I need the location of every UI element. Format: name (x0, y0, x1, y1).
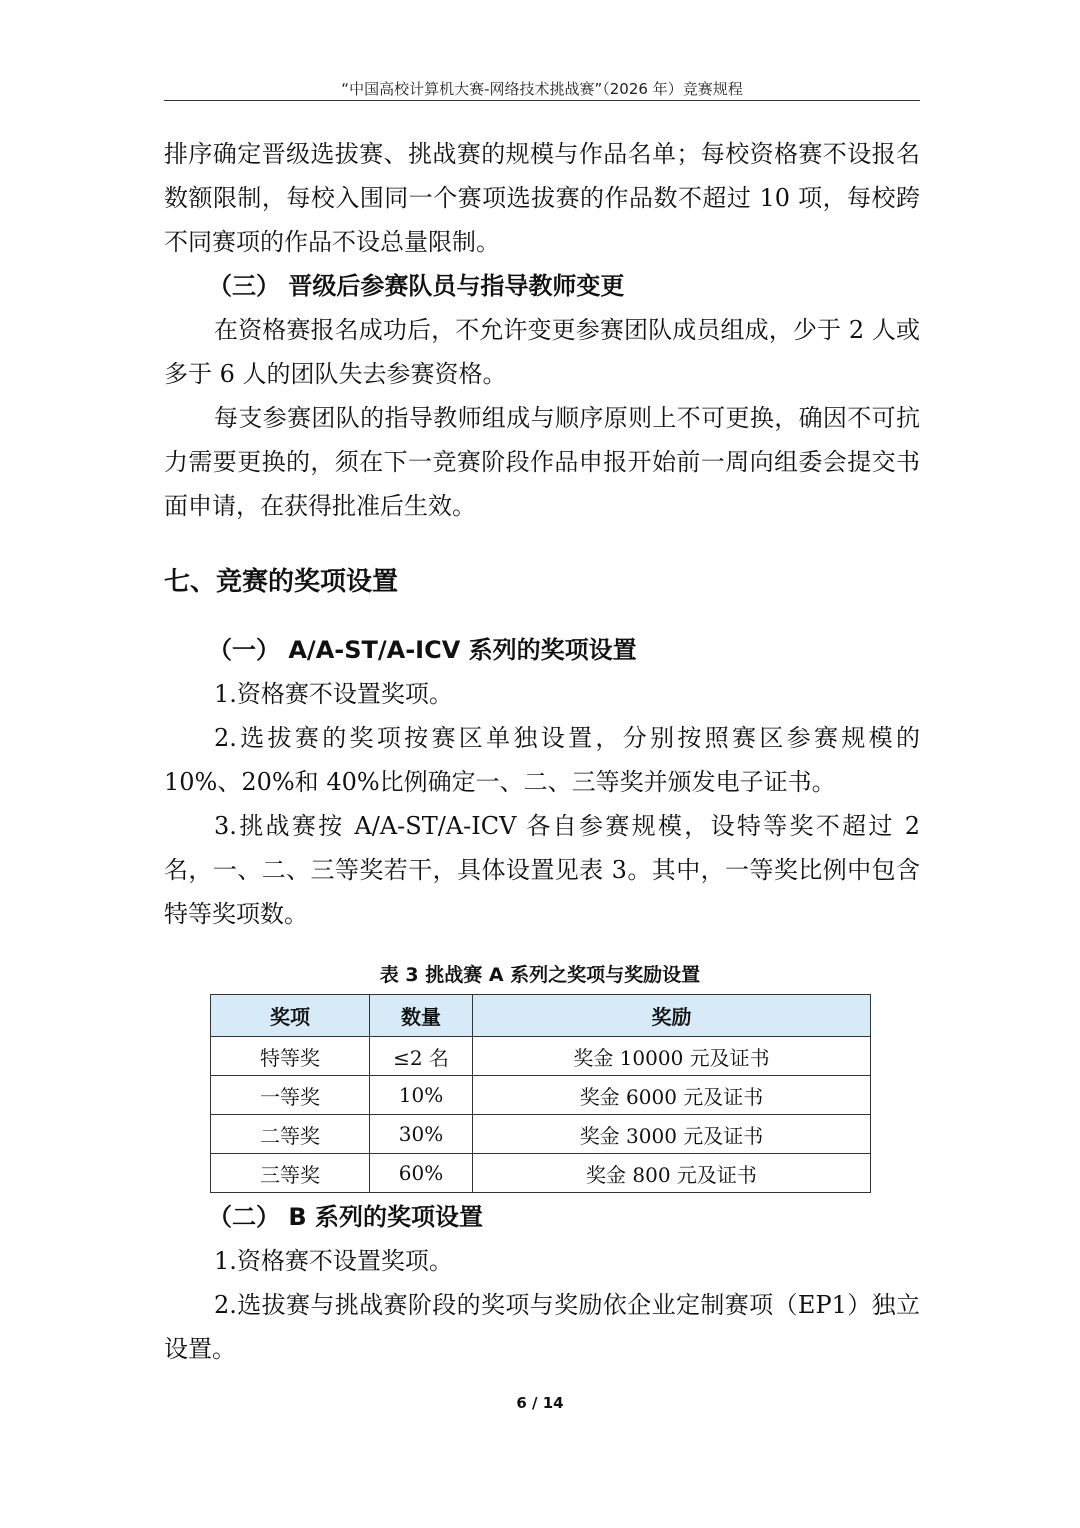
table-header-cell: 数量 (370, 995, 473, 1037)
subheading-b-series: （二） B 系列的奖项设置 (208, 1203, 484, 1231)
table-cell: 一等奖 (211, 1076, 370, 1115)
table-cell: 二等奖 (211, 1115, 370, 1154)
table-row (211, 1076, 871, 1115)
header-rule (164, 100, 920, 101)
list-item-a-3: 3.挑战赛按 A/A-ST/A-ICV 各自参赛规模，设特等奖不超过 2 名，一、二、三等奖若干，具体设置见表 3。其中，一等奖比例中包含特等奖项数。 (164, 812, 920, 928)
table-header-cell: 奖励 (473, 995, 871, 1037)
page-number: 6 / 14 (516, 1394, 564, 1412)
table-row (211, 1037, 871, 1076)
running-header: “中国高校计算机大赛-网络技术挑战赛”（2026 年）竞赛规程 (341, 80, 743, 98)
list-item-a-2: 2.选拔赛的奖项按赛区单独设置，分别按照赛区参赛规模的 10%、20%和 40%比例确定一、二、三等奖并颁发电子证书。 (164, 724, 920, 796)
award-table (210, 994, 871, 1193)
subheading-member-change: （三） 晋级后参赛队员与指导教师变更 (208, 272, 625, 300)
list-item-b-1: 1.资格赛不设置奖项。 (214, 1247, 453, 1275)
table-caption: 表 3 挑战赛 A 系列之奖项与奖励设置 (379, 964, 701, 986)
paragraph-ranking: 排序确定晋级选拔赛、挑战赛的规模与作品名单；每校资格赛不设报名数额限制，每校入围同一个赛项选拔赛的作品数不超过 10 项，每校跨不同赛项的作品不设总量限制。 (164, 140, 920, 256)
paragraph-team-members: 在资格赛报名成功后，不允许变更参赛团队成员组成，少于 2 人或多于 6 人的团队失去参赛资格。 (164, 316, 920, 388)
table-cell: 奖金 800 元及证书 (473, 1154, 871, 1193)
subheading-a-series: （一） A/A-ST/A-ICV 系列的奖项设置 (208, 636, 637, 664)
table-row (211, 1154, 871, 1193)
table-header-row (211, 995, 871, 1037)
section-title-awards: 七、竞赛的奖项设置 (164, 567, 399, 597)
table-cell: 60% (370, 1154, 473, 1193)
table-row (211, 1115, 871, 1154)
table-cell: 奖金 3000 元及证书 (473, 1115, 871, 1154)
table-cell: 30% (370, 1115, 473, 1154)
list-item-a-1: 1.资格赛不设置奖项。 (214, 680, 453, 708)
table-header-cell: 奖项 (211, 995, 370, 1037)
list-item-b-2: 2.选拔赛与挑战赛阶段的奖项与奖励依企业定制赛项（EP1）独立设置。 (164, 1291, 920, 1363)
table-cell: 奖金 6000 元及证书 (473, 1076, 871, 1115)
table-cell: 三等奖 (211, 1154, 370, 1193)
table-cell: 10% (370, 1076, 473, 1115)
table-cell: ≤2 名 (370, 1037, 473, 1076)
paragraph-instructors: 每支参赛团队的指导教师组成与顺序原则上不可更换，确因不可抗力需要更换的，须在下一竞赛阶段作品申报开始前一周向组委会提交书面申请，在获得批准后生效。 (164, 404, 920, 520)
table-cell: 奖金 10000 元及证书 (473, 1037, 871, 1076)
table-cell: 特等奖 (211, 1037, 370, 1076)
